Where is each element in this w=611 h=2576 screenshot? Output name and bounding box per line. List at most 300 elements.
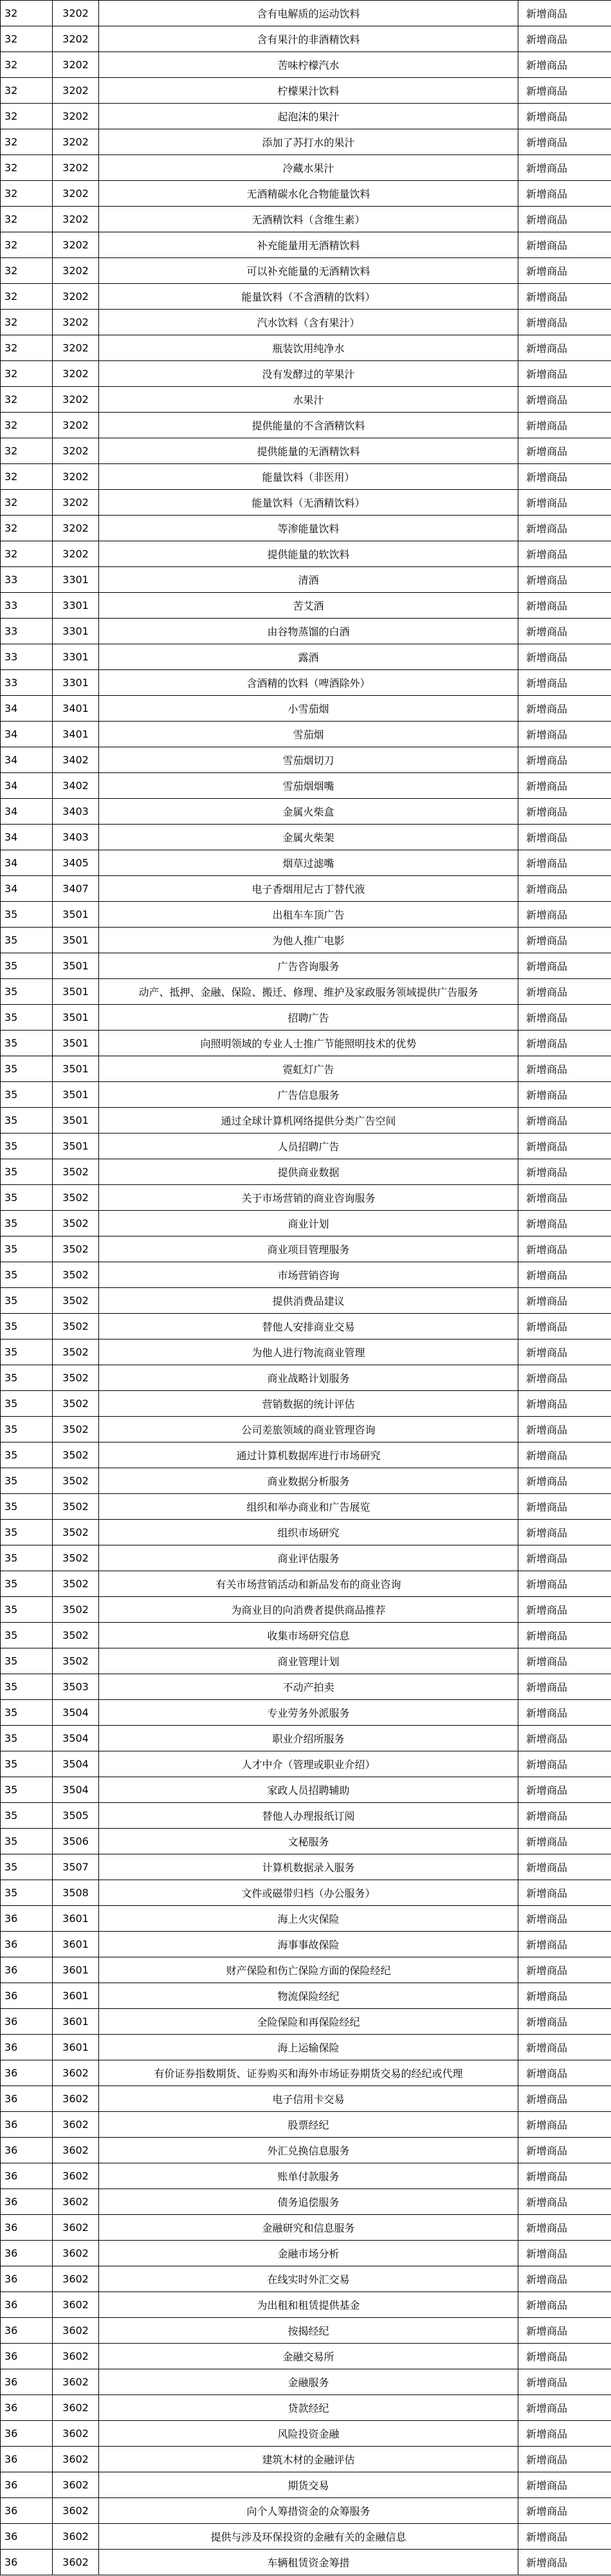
table-row [1, 1545, 611, 1571]
class-number-cell: 36 [1, 2241, 53, 2266]
item-name-cell: 电子香烟用尼古丁替代液 [99, 876, 518, 902]
class-number-cell: 35 [1, 1803, 53, 1829]
class-number-cell: 34 [1, 696, 53, 722]
group-number-cell: 3602 [53, 2241, 99, 2266]
status-cell: 新增商品 [518, 2292, 611, 2318]
table-row [1, 155, 611, 181]
table-row [1, 2138, 611, 2163]
item-name-cell: 不动产拍卖 [99, 1674, 518, 1700]
item-name-cell: 人员招聘广告 [99, 1134, 518, 1159]
table-row [1, 258, 611, 284]
item-name-cell: 贷款经纪 [99, 2395, 518, 2421]
status-cell: 新增商品 [518, 619, 611, 644]
class-number-cell: 36 [1, 2292, 53, 2318]
status-cell: 新增商品 [518, 1751, 611, 1777]
item-name-cell: 账单付款服务 [99, 2163, 518, 2189]
item-name-cell: 风险投资金融 [99, 2421, 518, 2447]
table-row [1, 593, 611, 619]
group-number-cell: 3502 [53, 1314, 99, 1339]
item-name-cell: 清酒 [99, 567, 518, 593]
status-cell: 新增商品 [518, 567, 611, 593]
class-number-cell: 35 [1, 1623, 53, 1648]
class-number-cell: 35 [1, 1211, 53, 1237]
status-cell: 新增商品 [518, 490, 611, 516]
class-number-cell: 34 [1, 876, 53, 902]
status-cell: 新增商品 [518, 1237, 611, 1262]
class-number-cell: 35 [1, 1031, 53, 1056]
item-name-cell: 替他人安排商业交易 [99, 1314, 518, 1339]
status-cell: 新增商品 [518, 181, 611, 207]
status-cell: 新增商品 [518, 850, 611, 876]
class-number-cell: 35 [1, 1468, 53, 1494]
item-name-cell: 海上运输保险 [99, 2035, 518, 2060]
class-number-cell: 36 [1, 2215, 53, 2241]
class-number-cell: 35 [1, 1597, 53, 1623]
group-number-cell: 3508 [53, 1880, 99, 1906]
item-name-cell: 瓶装饮用纯净水 [99, 335, 518, 361]
item-name-cell: 通过全球计算机网络提供分类广告空间 [99, 1108, 518, 1134]
status-cell: 新增商品 [518, 2498, 611, 2524]
item-name-cell: 雪茄烟切刀 [99, 747, 518, 773]
group-number-cell: 3501 [53, 1056, 99, 1082]
status-cell: 新增商品 [518, 953, 611, 979]
group-number-cell: 3301 [53, 593, 99, 619]
class-number-cell: 32 [1, 104, 53, 129]
class-number-cell: 35 [1, 1314, 53, 1339]
group-number-cell: 3602 [53, 2215, 99, 2241]
status-cell: 新增商品 [518, 1339, 611, 1365]
item-name-cell: 通过计算机数据库进行市场研究 [99, 1442, 518, 1468]
table-row [1, 1005, 611, 1031]
item-name-cell: 能量饮料（不含酒精的饮料） [99, 284, 518, 310]
item-name-cell: 电子信用卡交易 [99, 2086, 518, 2112]
item-name-cell: 文秘服务 [99, 1829, 518, 1854]
status-cell: 新增商品 [518, 1674, 611, 1700]
status-cell: 新增商品 [518, 1829, 611, 1854]
status-cell: 新增商品 [518, 644, 611, 670]
status-cell: 新增商品 [518, 825, 611, 850]
item-name-cell: 汽水饮料（含有果汁） [99, 310, 518, 335]
class-number-cell: 34 [1, 850, 53, 876]
table-row [1, 232, 611, 258]
item-name-cell: 职业介绍所服务 [99, 1726, 518, 1751]
group-number-cell: 3407 [53, 876, 99, 902]
class-number-cell: 32 [1, 541, 53, 567]
class-number-cell: 36 [1, 2138, 53, 2163]
table-row [1, 1108, 611, 1134]
class-number-cell: 35 [1, 953, 53, 979]
status-cell: 新增商品 [518, 1, 611, 26]
table-row [1, 1520, 611, 1545]
status-cell: 新增商品 [518, 232, 611, 258]
table-row [1, 2369, 611, 2395]
class-number-cell: 36 [1, 2369, 53, 2395]
class-number-cell: 32 [1, 464, 53, 490]
table-row [1, 1623, 611, 1648]
group-number-cell: 3501 [53, 953, 99, 979]
status-cell: 新增商品 [518, 1623, 611, 1648]
class-number-cell: 32 [1, 361, 53, 387]
group-number-cell: 3602 [53, 2060, 99, 2086]
class-number-cell: 32 [1, 387, 53, 413]
table-row [1, 1314, 611, 1339]
class-number-cell: 36 [1, 2035, 53, 2060]
group-number-cell: 3301 [53, 567, 99, 593]
class-number-cell: 35 [1, 1777, 53, 1803]
table-row [1, 1288, 611, 1314]
status-cell: 新增商品 [518, 1417, 611, 1442]
table-row [1, 1957, 611, 1983]
table-row [1, 876, 611, 902]
table-row [1, 1983, 611, 2009]
status-cell: 新增商品 [518, 1906, 611, 1932]
group-number-cell: 3507 [53, 1854, 99, 1880]
status-cell: 新增商品 [518, 2421, 611, 2447]
class-number-cell: 35 [1, 1854, 53, 1880]
item-name-cell: 外汇兑换信息服务 [99, 2138, 518, 2163]
status-cell: 新增商品 [518, 335, 611, 361]
status-cell: 新增商品 [518, 593, 611, 619]
group-number-cell: 3602 [53, 2447, 99, 2472]
table-row [1, 2163, 611, 2189]
table-row [1, 2060, 611, 2086]
group-number-cell: 3202 [53, 516, 99, 541]
item-name-cell: 广告咨询服务 [99, 953, 518, 979]
item-name-cell: 全险保险和再保险经纪 [99, 2009, 518, 2035]
item-name-cell: 含有果汁的非酒精饮料 [99, 26, 518, 52]
class-number-cell: 36 [1, 2472, 53, 2498]
table-row [1, 2447, 611, 2472]
group-number-cell: 3502 [53, 1365, 99, 1391]
table-row [1, 129, 611, 155]
item-name-cell: 向个人筹措资金的众筹服务 [99, 2498, 518, 2524]
group-number-cell: 3202 [53, 155, 99, 181]
table-row [1, 2498, 611, 2524]
table-row [1, 1854, 611, 1880]
table-row [1, 1082, 611, 1108]
item-name-cell: 商业管理计划 [99, 1648, 518, 1674]
group-number-cell: 3401 [53, 696, 99, 722]
item-name-cell: 苦艾酒 [99, 593, 518, 619]
group-number-cell: 3301 [53, 670, 99, 696]
group-number-cell: 3501 [53, 928, 99, 953]
class-number-cell: 32 [1, 310, 53, 335]
class-number-cell: 35 [1, 1185, 53, 1211]
item-name-cell: 柠檬果汁饮料 [99, 78, 518, 104]
status-cell: 新增商品 [518, 155, 611, 181]
group-number-cell: 3202 [53, 232, 99, 258]
status-cell: 新增商品 [518, 387, 611, 413]
item-name-cell: 向照明领域的专业人士推广节能照明技术的优势 [99, 1031, 518, 1056]
class-number-cell: 36 [1, 2447, 53, 2472]
class-number-cell: 35 [1, 1648, 53, 1674]
class-number-cell: 32 [1, 258, 53, 284]
group-number-cell: 3502 [53, 1159, 99, 1185]
table-row [1, 1, 611, 26]
status-cell: 新增商品 [518, 1134, 611, 1159]
item-name-cell: 物流保险经纪 [99, 1983, 518, 2009]
group-number-cell: 3601 [53, 2009, 99, 2035]
item-name-cell: 能量饮料（无酒精饮料） [99, 490, 518, 516]
class-number-cell: 35 [1, 1339, 53, 1365]
item-name-cell: 霓虹灯广告 [99, 1056, 518, 1082]
group-number-cell: 3502 [53, 1648, 99, 1674]
status-cell: 新增商品 [518, 1494, 611, 1520]
status-cell: 新增商品 [518, 1700, 611, 1726]
item-name-cell: 商业项目管理服务 [99, 1237, 518, 1262]
class-number-cell: 35 [1, 902, 53, 928]
table-row [1, 26, 611, 52]
item-name-cell: 含有电解质的运动饮料 [99, 1, 518, 26]
status-cell: 新增商品 [518, 1442, 611, 1468]
status-cell: 新增商品 [518, 310, 611, 335]
table-row [1, 413, 611, 438]
group-number-cell: 3504 [53, 1777, 99, 1803]
table-row [1, 78, 611, 104]
status-cell: 新增商品 [518, 361, 611, 387]
class-number-cell: 35 [1, 1674, 53, 1700]
class-number-cell: 35 [1, 1391, 53, 1417]
item-name-cell: 商业计划 [99, 1211, 518, 1237]
item-name-cell: 可以补充能量的无酒精饮料 [99, 258, 518, 284]
class-number-cell: 36 [1, 2086, 53, 2112]
status-cell: 新增商品 [518, 876, 611, 902]
item-name-cell: 为他人推广电影 [99, 928, 518, 953]
table-row [1, 335, 611, 361]
status-cell: 新增商品 [518, 1262, 611, 1288]
table-row [1, 1056, 611, 1082]
table-row [1, 1262, 611, 1288]
item-name-cell: 海事事故保险 [99, 1932, 518, 1957]
table-row [1, 2266, 611, 2292]
status-cell: 新增商品 [518, 1288, 611, 1314]
status-cell: 新增商品 [518, 1777, 611, 1803]
group-number-cell: 3401 [53, 722, 99, 747]
item-name-cell: 为他人进行物流商业管理 [99, 1339, 518, 1365]
table-row [1, 1803, 611, 1829]
class-number-cell: 34 [1, 747, 53, 773]
group-number-cell: 3602 [53, 2550, 99, 2575]
table-row [1, 696, 611, 722]
class-number-cell: 32 [1, 207, 53, 232]
group-number-cell: 3501 [53, 1005, 99, 1031]
group-number-cell: 3202 [53, 413, 99, 438]
status-cell: 新增商品 [518, 516, 611, 541]
status-cell: 新增商品 [518, 413, 611, 438]
item-name-cell: 商业战略计划服务 [99, 1365, 518, 1391]
status-cell: 新增商品 [518, 1108, 611, 1134]
item-name-cell: 招聘广告 [99, 1005, 518, 1031]
group-number-cell: 3202 [53, 361, 99, 387]
table-row [1, 1906, 611, 1932]
class-number-cell: 34 [1, 722, 53, 747]
group-number-cell: 3602 [53, 2395, 99, 2421]
item-name-cell: 组织和举办商业和广告展览 [99, 1494, 518, 1520]
table-row [1, 2344, 611, 2369]
table-row [1, 1829, 611, 1854]
class-number-cell: 32 [1, 335, 53, 361]
group-number-cell: 3202 [53, 1, 99, 26]
table-row [1, 953, 611, 979]
status-cell: 新增商品 [518, 2138, 611, 2163]
item-name-cell: 有关市场营销活动和新品发布的商业咨询 [99, 1571, 518, 1597]
class-number-cell: 33 [1, 567, 53, 593]
group-number-cell: 3602 [53, 2472, 99, 2498]
group-number-cell: 3602 [53, 2421, 99, 2447]
class-number-cell: 32 [1, 1, 53, 26]
item-name-cell: 文件或磁带归档（办公服务） [99, 1880, 518, 1906]
item-name-cell: 金融研究和信息服务 [99, 2215, 518, 2241]
status-cell: 新增商品 [518, 2266, 611, 2292]
class-number-cell: 32 [1, 516, 53, 541]
table-row [1, 2318, 611, 2344]
item-name-cell: 冷藏水果汁 [99, 155, 518, 181]
group-number-cell: 3202 [53, 438, 99, 464]
status-cell: 新增商品 [518, 2344, 611, 2369]
item-name-cell: 提供消费品建议 [99, 1288, 518, 1314]
item-name-cell: 人才中介（管理或职业介绍） [99, 1751, 518, 1777]
table-row [1, 541, 611, 567]
class-number-cell: 32 [1, 52, 53, 78]
status-cell: 新增商品 [518, 1159, 611, 1185]
table-row [1, 747, 611, 773]
status-cell: 新增商品 [518, 1365, 611, 1391]
group-number-cell: 3501 [53, 1031, 99, 1056]
class-number-cell: 34 [1, 825, 53, 850]
item-name-cell: 提供能量的无酒精饮料 [99, 438, 518, 464]
table-row [1, 567, 611, 593]
status-cell: 新增商品 [518, 670, 611, 696]
status-cell: 新增商品 [518, 2035, 611, 2060]
class-number-cell: 36 [1, 2163, 53, 2189]
item-name-cell: 等渗能量饮料 [99, 516, 518, 541]
status-cell: 新增商品 [518, 1648, 611, 1674]
status-cell: 新增商品 [518, 104, 611, 129]
item-name-cell: 计算机数据录入服务 [99, 1854, 518, 1880]
class-number-cell: 32 [1, 438, 53, 464]
status-cell: 新增商品 [518, 1468, 611, 1494]
class-number-cell: 32 [1, 181, 53, 207]
table-row [1, 2215, 611, 2241]
item-name-cell: 无酒精碳水化合物能量饮料 [99, 181, 518, 207]
status-cell: 新增商品 [518, 1983, 611, 2009]
class-number-cell: 35 [1, 1726, 53, 1751]
item-name-cell: 没有发酵过的苹果汁 [99, 361, 518, 387]
group-number-cell: 3602 [53, 2344, 99, 2369]
group-number-cell: 3601 [53, 1957, 99, 1983]
class-number-cell: 35 [1, 1520, 53, 1545]
group-number-cell: 3502 [53, 1468, 99, 1494]
class-number-cell: 35 [1, 1494, 53, 1520]
group-number-cell: 3202 [53, 26, 99, 52]
class-number-cell: 32 [1, 26, 53, 52]
status-cell: 新增商品 [518, 2524, 611, 2550]
status-cell: 新增商品 [518, 284, 611, 310]
group-number-cell: 3502 [53, 1391, 99, 1417]
table-row [1, 310, 611, 335]
table-row [1, 902, 611, 928]
status-cell: 新增商品 [518, 2009, 611, 2035]
group-number-cell: 3202 [53, 181, 99, 207]
status-cell: 新增商品 [518, 2163, 611, 2189]
group-number-cell: 3506 [53, 1829, 99, 1854]
class-number-cell: 32 [1, 155, 53, 181]
item-name-cell: 广告信息服务 [99, 1082, 518, 1108]
status-cell: 新增商品 [518, 1957, 611, 1983]
table-row [1, 1571, 611, 1597]
table-row [1, 490, 611, 516]
group-number-cell: 3502 [53, 1262, 99, 1288]
class-number-cell: 36 [1, 2189, 53, 2215]
table-row [1, 2189, 611, 2215]
class-number-cell: 35 [1, 979, 53, 1005]
table-row [1, 1134, 611, 1159]
status-cell: 新增商品 [518, 129, 611, 155]
item-name-cell: 提供与涉及环保投资的金融有关的金融信息 [99, 2524, 518, 2550]
table-row [1, 1494, 611, 1520]
item-name-cell: 能量饮料（非医用） [99, 464, 518, 490]
class-number-cell: 35 [1, 1134, 53, 1159]
status-cell: 新增商品 [518, 2086, 611, 2112]
item-name-cell: 金属火柴盒 [99, 799, 518, 825]
status-cell: 新增商品 [518, 464, 611, 490]
item-name-cell: 金属火柴架 [99, 825, 518, 850]
table-row [1, 2009, 611, 2035]
table-row [1, 2292, 611, 2318]
item-name-cell: 为出租和租赁提供基金 [99, 2292, 518, 2318]
table-row [1, 1417, 611, 1442]
table-row [1, 1159, 611, 1185]
class-number-cell: 35 [1, 1262, 53, 1288]
status-cell: 新增商品 [518, 78, 611, 104]
table-row [1, 1339, 611, 1365]
item-name-cell: 商业数据分析服务 [99, 1468, 518, 1494]
group-number-cell: 3502 [53, 1185, 99, 1211]
table-row [1, 1237, 611, 1262]
status-cell: 新增商品 [518, 2369, 611, 2395]
group-number-cell: 3504 [53, 1700, 99, 1726]
status-cell: 新增商品 [518, 52, 611, 78]
status-cell: 新增商品 [518, 2318, 611, 2344]
status-cell: 新增商品 [518, 1854, 611, 1880]
group-number-cell: 3601 [53, 2035, 99, 2060]
item-name-cell: 起泡沫的果汁 [99, 104, 518, 129]
status-cell: 新增商品 [518, 1726, 611, 1751]
group-number-cell: 3602 [53, 2369, 99, 2395]
class-number-cell: 35 [1, 1005, 53, 1031]
group-number-cell: 3504 [53, 1751, 99, 1777]
item-name-cell: 公司差旅领域的商业管理咨询 [99, 1417, 518, 1442]
table-row [1, 1726, 611, 1751]
group-number-cell: 3602 [53, 2318, 99, 2344]
class-number-cell: 36 [1, 2009, 53, 2035]
class-number-cell: 35 [1, 1056, 53, 1082]
class-number-cell: 35 [1, 1237, 53, 1262]
table-row [1, 825, 611, 850]
goods-table-body [1, 1, 611, 2575]
class-number-cell: 36 [1, 1932, 53, 1957]
item-name-cell: 为商业目的向消费者提供商品推荐 [99, 1597, 518, 1623]
table-row [1, 1468, 611, 1494]
table-row [1, 2421, 611, 2447]
item-name-cell: 在线实时外汇交易 [99, 2266, 518, 2292]
item-name-cell: 海上火灾保险 [99, 1906, 518, 1932]
status-cell: 新增商品 [518, 773, 611, 799]
item-name-cell: 由谷物蒸馏的白酒 [99, 619, 518, 644]
group-number-cell: 3503 [53, 1674, 99, 1700]
class-number-cell: 36 [1, 2550, 53, 2575]
group-number-cell: 3405 [53, 850, 99, 876]
